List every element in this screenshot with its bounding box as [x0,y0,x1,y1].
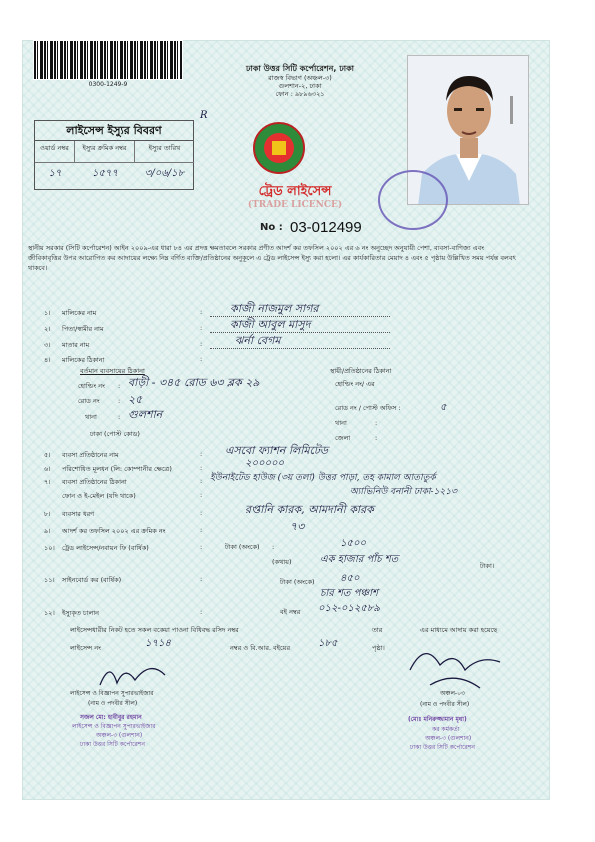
barcode-number: 0300-1249-9 [88,81,128,88]
city-corporation-logo [253,122,305,174]
right-sig-zone: অঞ্চল-৩ (গুলশান) [425,735,472,742]
row-12-num: ১২। [44,609,55,617]
footer-line1c: এর মাধ্যমে আদায় করা হয়েছে [420,626,498,634]
item-8-num: ৮। [44,510,51,518]
trade-licence-title-en: (TRADE LICENCE) [247,200,343,210]
left-sig-name: সজল মো: হাবীবুর রহমান [80,714,142,721]
father-name-value: কাজী আবুল মাসুদ [230,318,311,331]
footer-line1b: তার [372,626,383,634]
road-value-right: ৫ [440,402,447,413]
business-name-value: এসবো ফ্যাশন লিমিটেড [225,444,328,457]
office-header [200,63,400,98]
field-2-num: ২। [44,325,51,333]
road-value: ২৫ [128,393,143,406]
field-4-num: ৪। [44,356,51,364]
licence-fee-words: এক হাজার পাঁচ শত [320,554,399,565]
intro-paragraph: স্থানীয় সরকার (সিটি কর্পোরেশন) আইন ২০০৯-এর ধারা ৮৪ এর প্রদত্ত ক্ষমতাবলে সরকার প্রণীত আদর্শ কর তফসিল ২০০২ এর ৬ নং অনুচ্ছেদ অনুযায়ী পেশা, ব্যবসা-বাণিজ্য এবং জীবিকাবৃত্তির উপর আরোপিত কর আদায়ের লক্ষ্যে নিম্ন বর্ণিত ব্যক্তি/প্রতিষ্ঠানের অনুকূলে এ ট্রেড লাইসেন্স ইস্যু করা হলো। এর কার্যকারিতার মেয়াদ ৪ এবং ৫ পৃষ্ঠায় উল্লিখিত সময় পর্যন্ত বলবৎ থাকবে। [28,244,516,272]
issue-date-value: ৩/০৬/১৮ [144,168,185,179]
trade-licence-title-bn: ট্রেড লাইসেন্স [258,184,332,199]
business-address-value: ইউনাইটেড হাউজ (৩য় তলা) উত্তর পাড়া, তহ কামাল আতাতুর্ক [210,473,436,483]
left-sig-zone: অঞ্চল-৩ (গুলশান) [96,732,143,739]
item-6-num: ৬। [44,465,51,473]
thana-value: গুলশান [128,408,163,421]
issue-head-date: ইস্যুর তারিখ [135,141,194,163]
holding-label-right: হোল্ডিং নং/ এর [335,380,375,388]
field-1-num: ১। [44,309,51,317]
holding-label: হোল্ডিং নং [78,382,105,390]
row-11-num: ১১। [44,576,55,584]
right-sig-org: ঢাকা উত্তর সিটি কর্পোরেশন [410,744,475,751]
office-dept: রাজস্ব বিভাগ (অঞ্চল-৩) [268,74,332,82]
signboard-fee-digits: ৪৫০ [340,573,360,584]
permanent-address-head: স্থায়ী/প্রতিষ্ঠানের ঠিকানা [330,367,392,375]
row-10-num: ১০। [44,544,55,552]
item-9-label: আদর্শ কর তফসিল ২০০২ এর ক্রমিক নং [62,527,166,535]
item-6-label: পরিশোধিত মূলধন (লি: কোম্পানীর ক্ষেত্রে) [62,465,172,473]
issue-head-ward: ওয়ার্ড নম্বর [35,141,75,163]
right-sig-name: (মোঃ মনিরুজ্জামান মৃধা) [408,716,467,723]
tax-schedule-serial-value: ৭৩ [290,520,305,533]
issue-box-title: লাইসেন্স ইস্যুর বিবরণ [35,121,193,141]
book-number-value: ০১২-০১২৫৮৯ [318,603,380,614]
footer-licence-no: ১৭১৪ [145,638,171,649]
item-9-num: ৯। [44,527,51,535]
item-7b-label: ফোন ও ই-মেইল (যদি থাকে) [62,492,136,500]
licence-fee-digits: ১৫০০ [340,538,366,549]
licence-no-label: No : [260,222,283,233]
field-2-label: পিতা/স্বামীর নাম [62,325,104,333]
row-11-label: সাইনবোর্ড কর (বার্ষিক) [62,576,122,584]
issue-ward-value: ১৭ [48,168,62,179]
thana-label-right: থানা [335,419,347,427]
field-3-label: মাতার নাম [62,341,90,349]
road-label: রোড নং [78,397,100,405]
left-signature [95,655,175,695]
paid-capital-value: ২০০০০০ [245,458,285,469]
row-10-label: ট্রেড লাইসেন্স/নবায়ন ফি (বার্ষিক) [62,544,149,552]
corner-mark: R [200,110,208,121]
issue-serial-value: ১৫৭৭ [92,168,118,179]
issue-details-box [34,120,194,190]
office-name: ঢাকা উত্তর সিটি কর্পোরেশন, ঢাকা [246,64,354,73]
office-phone: ফোন : ৯৮৯৬৩২১ [275,90,325,98]
field-3-line [210,348,390,349]
signboard-fee-words: চার শত পঞ্চাশ [320,588,378,599]
footer-line2c: পৃষ্ঠা। [372,644,385,652]
field-1-label: মালিকের নাম [62,309,97,317]
district-label-right: জেলা [335,434,351,442]
footer-line1: লাইসেন্সধারীর নিকট হতে সকল বকেয়া পাওনা বিধিবদ্ধ রসিদ নম্বর [70,626,239,634]
field-3-num: ৩। [44,341,51,349]
barcode [33,40,183,80]
business-type-value: রপ্তানি কারক, আমদানী কারক [245,503,374,516]
item-7-label: ব্যবসা প্রতিষ্ঠানের ঠিকানা [62,478,127,486]
item-7-num: ৭। [44,478,51,486]
left-sig-role: লাইসেন্স ও বিজ্ঞাপন সুপারভাইজার [72,723,156,730]
mother-name-value: ঝর্না বেগম [235,334,281,347]
signboard-digits-label: টাকা (অংকে) [280,578,315,586]
item-5-label: ব্যবসা প্রতিষ্ঠানের নাম [62,451,119,459]
holding-value: বাড়ী - ৩৪৫ রোড ৬৩ ব্লক ২৯ [128,376,260,389]
item-8-label: ব্যবসার ধরণ [62,510,95,518]
field-4-label: মালিকের ঠিকানা [62,356,105,364]
road-label-right: রোড নং / পোস্ট অফিস : [335,404,401,412]
left-sig-title: লাইসেন্স ও বিজ্ঞাপন সুপারভাইজার [70,690,154,697]
footer-br-page: ১৮৫ [318,638,338,649]
present-address-head: বর্তমান ব্যবসায়ের ঠিকানা [80,367,145,375]
logo-core [272,141,286,155]
licence-number: 03-012499 [290,219,362,236]
office-area: গুলশান-২, ঢাকা [278,82,322,90]
left-sig-sub: (নাম ও পদবীর সীল) [88,700,138,707]
right-sig-sub: (নাম ও পদবীর সীল) [420,701,470,708]
postcode-label: ঢাকা (পোস্ট কোড) [90,430,140,438]
item-5-num: ৫। [44,451,51,459]
business-address-value-2: অ্যাভিনিউ বনানী ঢাকা-১২১৩ [350,487,457,497]
taka-end: টাকা। [480,562,495,570]
fee-words-label: (কথায়) [272,558,292,566]
row-12-label: ইস্যুকৃত চালান [62,609,100,617]
book-number-label: বই নম্বর [280,608,301,616]
right-zone-2: অঞ্চল-০৩ [440,690,465,697]
left-sig-org: ঢাকা উত্তর সিটি কর্পোরেশন [80,741,145,748]
fee-digits-label: টাকা (অংকে) [225,543,260,551]
footer-line2b: নম্বর ও বি.আর. বইয়ের [230,644,291,652]
owner-name-value: কাজী নাজমুল সাগর [230,302,319,315]
footer-line2: লাইসেন্স নং [70,644,101,652]
thana-label: থানা [85,413,97,421]
official-stamp [378,170,448,230]
issue-head-serial: ইস্যুর ক্রমিক নম্বর [75,141,135,163]
logo-inner [264,133,294,163]
right-sig-role: কর কর্মকর্তা [432,726,460,733]
